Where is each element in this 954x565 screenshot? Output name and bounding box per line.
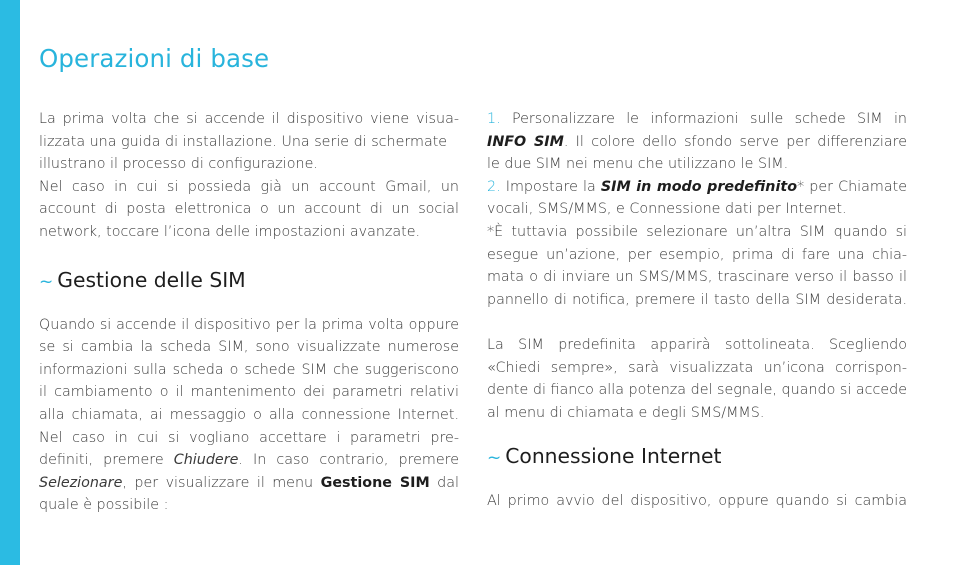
list-number: 2. xyxy=(487,178,501,195)
text-segment: , per visualizzare il menu xyxy=(122,474,321,491)
section-heading-sim xyxy=(39,268,459,292)
menu-name-sim-default: SIM in modo predefinito xyxy=(600,178,798,195)
note-line: pannello di notifica, premere il tasto della SIM desiderata. xyxy=(487,291,907,308)
list-item-1-line xyxy=(487,131,907,154)
list-item-1-line xyxy=(487,108,907,131)
note-line: esegue un’azione, per esempio, prima di fare una chia- xyxy=(487,246,907,263)
text-line: Nel caso in cui si possieda già un account Gmail, un xyxy=(39,178,459,195)
internet-paragraph xyxy=(487,490,907,513)
side-accent-bar xyxy=(0,0,20,565)
section-heading-text: Gestione delle SIM xyxy=(57,267,246,292)
text-segment: . In caso contrario, premere xyxy=(238,452,460,469)
text-line: quale è possibile : xyxy=(39,497,169,514)
text-line: La prima volta che si accende il dispositivo viene visua- xyxy=(39,111,459,127)
text-line xyxy=(39,472,459,495)
menu-name-gestione-sim: Gestione SIM xyxy=(320,474,430,491)
text-line: se si cambia la scheda SIM, sono visualizzate numerose xyxy=(39,339,459,356)
list-item-1-line: le due SIM nei menu che utilizzano le SIM. xyxy=(487,156,789,173)
text-line: Quando si accende il dispositivo per la prima volta oppure xyxy=(39,316,459,333)
text-line: account di posta elettronica o un account di un social xyxy=(39,201,459,218)
page-title: Operazioni di base xyxy=(39,44,270,73)
list-item-2-line xyxy=(487,176,907,199)
text-segment: * per Chiamate xyxy=(797,178,907,195)
text-line xyxy=(39,449,459,472)
menu-name-info-sim: INFO SIM xyxy=(487,133,564,150)
text-segment: dal xyxy=(429,474,459,491)
text-line: lizzata una guida di installazione. Una serie di schermate xyxy=(39,133,448,150)
text-line: La SIM predefinita apparirà sottolineata. Scegliendo xyxy=(487,336,907,353)
intro-paragraph xyxy=(39,108,459,244)
sim-paragraph xyxy=(39,314,459,517)
text-line: Al primo avvio del dispositivo, oppure quando si cambia xyxy=(487,493,907,510)
right-column xyxy=(487,108,907,513)
list-item-2-line: vocali, SMS/MMS, e Connessione dati per Internet. xyxy=(487,201,847,218)
text-line: Nel caso in cui si vogliano accettare i parametri pre- xyxy=(39,429,459,446)
text-line: illustrano il processo di configurazione. xyxy=(39,156,318,173)
text-segment: . Il colore dello sfondo serve per differenziare xyxy=(563,133,907,150)
tilde-marker: ~ xyxy=(487,448,502,469)
button-name-selezionare: Selezionare xyxy=(39,474,123,491)
text-line: dente di fianco alla potenza del segnale, quando si accede xyxy=(487,382,907,399)
section-heading-text: Connessione Internet xyxy=(505,444,722,469)
text-line: il cambiamento o il mantenimento dei parametri relativi xyxy=(39,384,459,401)
text-line: network, toccare l’icona delle impostazioni avanzate. xyxy=(39,223,421,240)
default-sim-paragraph xyxy=(487,334,907,424)
numbered-list xyxy=(487,108,907,311)
note-line: mata o di inviare un SMS/MMS, trascinare verso il basso il xyxy=(487,269,907,286)
section-heading-internet xyxy=(487,444,907,468)
text-segment: Personalizzare le informazioni sulle schede SIM in xyxy=(500,111,907,127)
text-line: informazioni sulla scheda o schede SIM che suggeriscono xyxy=(39,361,459,378)
text-segment: definiti, premere xyxy=(39,452,174,469)
text-line: «Chiedi sempre», sarà visualizzata un’icona corrispon- xyxy=(487,359,907,376)
text-line: al menu di chiamata e degli SMS/MMS. xyxy=(487,404,765,421)
text-line: alla chiamata, ai messaggio o alla connessione Internet. xyxy=(39,406,459,423)
note-line: *È tuttavia possibile selezionare un’altra SIM quando si xyxy=(487,223,907,240)
text-segment: Impostare la xyxy=(500,178,601,195)
list-number: 1. xyxy=(487,111,501,127)
tilde-marker: ~ xyxy=(39,271,54,292)
left-column xyxy=(39,108,459,517)
button-name-chiudere: Chiudere xyxy=(173,452,239,469)
